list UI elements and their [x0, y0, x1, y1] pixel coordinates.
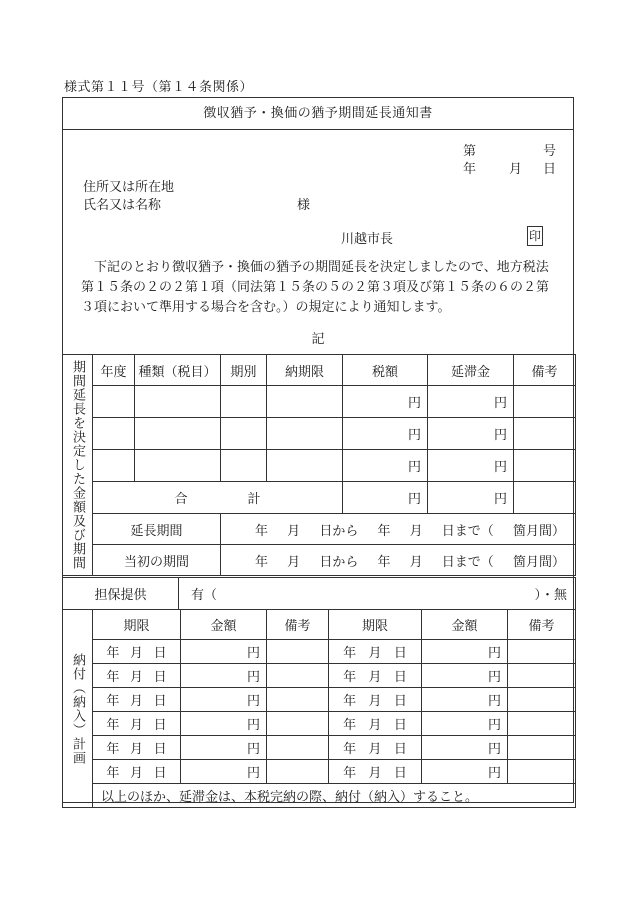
- remarks-cell[interactable]: [267, 688, 329, 712]
- remarks-cell[interactable]: [267, 712, 329, 736]
- period-year: 年: [255, 523, 269, 539]
- amount-cell[interactable]: 円: [422, 760, 508, 784]
- date-day: 日: [543, 162, 557, 177]
- col-header-deadline: 期限: [329, 610, 422, 640]
- total-label-1: 合: [174, 492, 188, 507]
- remarks-cell[interactable]: [267, 640, 329, 664]
- year-cell[interactable]: [93, 418, 135, 450]
- amount-cell[interactable]: 円: [422, 688, 508, 712]
- col-header-tax-amount: 税額: [343, 355, 428, 386]
- late-fee-cell[interactable]: 円: [428, 386, 514, 418]
- amount-cell[interactable]: 円: [181, 712, 267, 736]
- remarks-cell[interactable]: [267, 664, 329, 688]
- number-suffix: 号: [543, 144, 557, 159]
- payment-note: 以上のほか、延滞金は、本税完納の際、納付（納入）すること。: [93, 784, 576, 808]
- period-from: 日から: [319, 523, 359, 539]
- honorific: 様: [297, 198, 311, 213]
- seal-mark: 印: [527, 226, 543, 246]
- initial-period-value[interactable]: [221, 545, 576, 576]
- remarks-cell[interactable]: [508, 688, 576, 712]
- address-label: 住所又は所在地: [83, 180, 175, 195]
- collateral-label: 担保提供: [63, 578, 179, 610]
- period-month: 月: [287, 523, 301, 539]
- remarks-cell[interactable]: [508, 640, 576, 664]
- notice-paragraph: 下記のとおり徴収猶予・換価の猶予の期間延長を決定しましたので、地方税法第１５条の２の２第１項（同法第１５条の５の２第３項及び第１５条の６の２第３項において準用する場合を含む。）の規定により通知します。: [81, 260, 550, 315]
- amount-cell[interactable]: 円: [181, 664, 267, 688]
- amount-cell[interactable]: 円: [422, 736, 508, 760]
- collateral-yes: 有（: [191, 588, 218, 603]
- late-fee-cell[interactable]: 円: [428, 450, 514, 482]
- table-row: [63, 418, 576, 450]
- remarks-cell[interactable]: [508, 712, 576, 736]
- period-until: 日まで（: [441, 523, 494, 539]
- extension-period-row: [63, 514, 576, 545]
- period-cell[interactable]: [221, 450, 267, 482]
- total-label-2: 計: [247, 492, 261, 507]
- table-row: [63, 712, 576, 736]
- due-date-cell[interactable]: [267, 418, 343, 450]
- notice-form: [62, 97, 574, 803]
- period-month: 月: [287, 554, 301, 570]
- extension-table: [62, 354, 576, 576]
- tax-amount-cell[interactable]: 円: [343, 450, 428, 482]
- col-header-deadline: 期限: [93, 610, 181, 640]
- deadline-cell[interactable]: 年 月 日: [329, 712, 422, 736]
- form-title: 徴収猶予・換価の猶予期間延長通知書: [63, 98, 573, 130]
- deadline-cell[interactable]: 年 月 日: [93, 760, 181, 784]
- period-year: 年: [255, 554, 269, 570]
- total-row: [63, 482, 576, 514]
- table-row: [63, 736, 576, 760]
- ki-heading: 記: [311, 332, 325, 347]
- total-late-fee-cell[interactable]: 円: [428, 482, 514, 514]
- period-year: 年: [377, 523, 391, 539]
- year-cell[interactable]: [93, 386, 135, 418]
- name-label: 氏名又は名称: [83, 198, 162, 213]
- deadline-cell[interactable]: 年 月 日: [93, 712, 181, 736]
- extension-period-value[interactable]: [221, 514, 576, 545]
- initial-period-row: [63, 545, 576, 576]
- col-header-late-fee: 延滞金: [428, 355, 514, 386]
- col-header-remarks: 備考: [508, 610, 576, 640]
- due-date-cell[interactable]: [267, 386, 343, 418]
- total-tax-amount-cell[interactable]: 円: [343, 482, 428, 514]
- table-row: [63, 688, 576, 712]
- col-header-remarks: 備考: [267, 610, 329, 640]
- amount-cell[interactable]: 円: [422, 712, 508, 736]
- remarks-cell[interactable]: [267, 760, 329, 784]
- period-from: 日から: [319, 554, 359, 570]
- deadline-cell[interactable]: 年 月 日: [329, 760, 422, 784]
- period-cell[interactable]: [221, 386, 267, 418]
- late-fee-cell[interactable]: 円: [428, 418, 514, 450]
- collateral-value[interactable]: [179, 578, 576, 610]
- col-header-period: 期別: [221, 355, 267, 386]
- col-header-tax-type: 種類（税目）: [135, 355, 221, 386]
- period-cell[interactable]: [221, 418, 267, 450]
- table-row: [63, 386, 576, 418]
- period-months: 箇月間）: [512, 554, 565, 570]
- year-cell[interactable]: [93, 450, 135, 482]
- deadline-cell[interactable]: 年 月 日: [329, 664, 422, 688]
- table-row: [63, 760, 576, 784]
- total-remarks-cell[interactable]: [514, 482, 576, 514]
- period-months: 箇月間）: [512, 523, 565, 539]
- col-header-due-date: 納期限: [267, 355, 343, 386]
- col-header-amount: 金額: [181, 610, 267, 640]
- date-month: 月: [509, 162, 523, 177]
- remarks-cell[interactable]: [508, 664, 576, 688]
- remarks-cell[interactable]: [514, 418, 576, 450]
- remarks-cell[interactable]: [508, 736, 576, 760]
- remarks-cell[interactable]: [514, 386, 576, 418]
- deadline-cell[interactable]: 年 月 日: [93, 736, 181, 760]
- period-month: 月: [409, 554, 423, 570]
- tax-type-cell[interactable]: [135, 418, 221, 450]
- remarks-cell[interactable]: [508, 760, 576, 784]
- notice-body: [81, 258, 561, 318]
- table-row: [63, 450, 576, 482]
- period-year: 年: [377, 554, 391, 570]
- table-row: [63, 664, 576, 688]
- remarks-cell[interactable]: [267, 736, 329, 760]
- deadline-cell[interactable]: 年 月 日: [329, 688, 422, 712]
- amount-cell[interactable]: 円: [181, 688, 267, 712]
- collateral-no: ）・無: [534, 588, 567, 603]
- tax-amount-cell[interactable]: 円: [343, 386, 428, 418]
- amount-cell[interactable]: 円: [181, 736, 267, 760]
- tax-type-cell[interactable]: [135, 386, 221, 418]
- deadline-cell[interactable]: 年 月 日: [93, 640, 181, 664]
- tax-amount-cell[interactable]: 円: [343, 418, 428, 450]
- due-date-cell[interactable]: [267, 450, 343, 482]
- deadline-cell[interactable]: 年 月 日: [329, 640, 422, 664]
- issuer-name: 川越市長: [341, 232, 394, 247]
- extension-side-label: 期間延長を決定した金額及び期間: [63, 355, 93, 576]
- col-header-remarks: 備考: [514, 355, 576, 386]
- amount-cell[interactable]: 円: [422, 664, 508, 688]
- collateral-table: [62, 577, 576, 610]
- number-prefix: 第: [463, 144, 477, 159]
- deadline-cell[interactable]: 年 月 日: [329, 736, 422, 760]
- payment-plan-side-label: 納付（納入）計画: [63, 610, 93, 808]
- deadline-cell[interactable]: 年 月 日: [93, 664, 181, 688]
- tax-type-cell[interactable]: [135, 450, 221, 482]
- amount-cell[interactable]: 円: [422, 640, 508, 664]
- table-row: [63, 640, 576, 664]
- amount-cell[interactable]: 円: [181, 640, 267, 664]
- deadline-cell[interactable]: 年 月 日: [93, 688, 181, 712]
- remarks-cell[interactable]: [514, 450, 576, 482]
- form-number-label: 様式第１１号（第１４条関係）: [64, 80, 254, 95]
- total-label: [93, 482, 343, 514]
- period-month: 月: [409, 523, 423, 539]
- date-year: 年: [463, 162, 477, 177]
- col-header-amount: 金額: [422, 610, 508, 640]
- amount-cell[interactable]: 円: [181, 760, 267, 784]
- initial-period-label: 当初の期間: [93, 545, 221, 576]
- payment-plan-table: [62, 609, 576, 808]
- extension-period-label: 延長期間: [93, 514, 221, 545]
- period-until: 日まで（: [441, 554, 494, 570]
- col-header-year: 年度: [93, 355, 135, 386]
